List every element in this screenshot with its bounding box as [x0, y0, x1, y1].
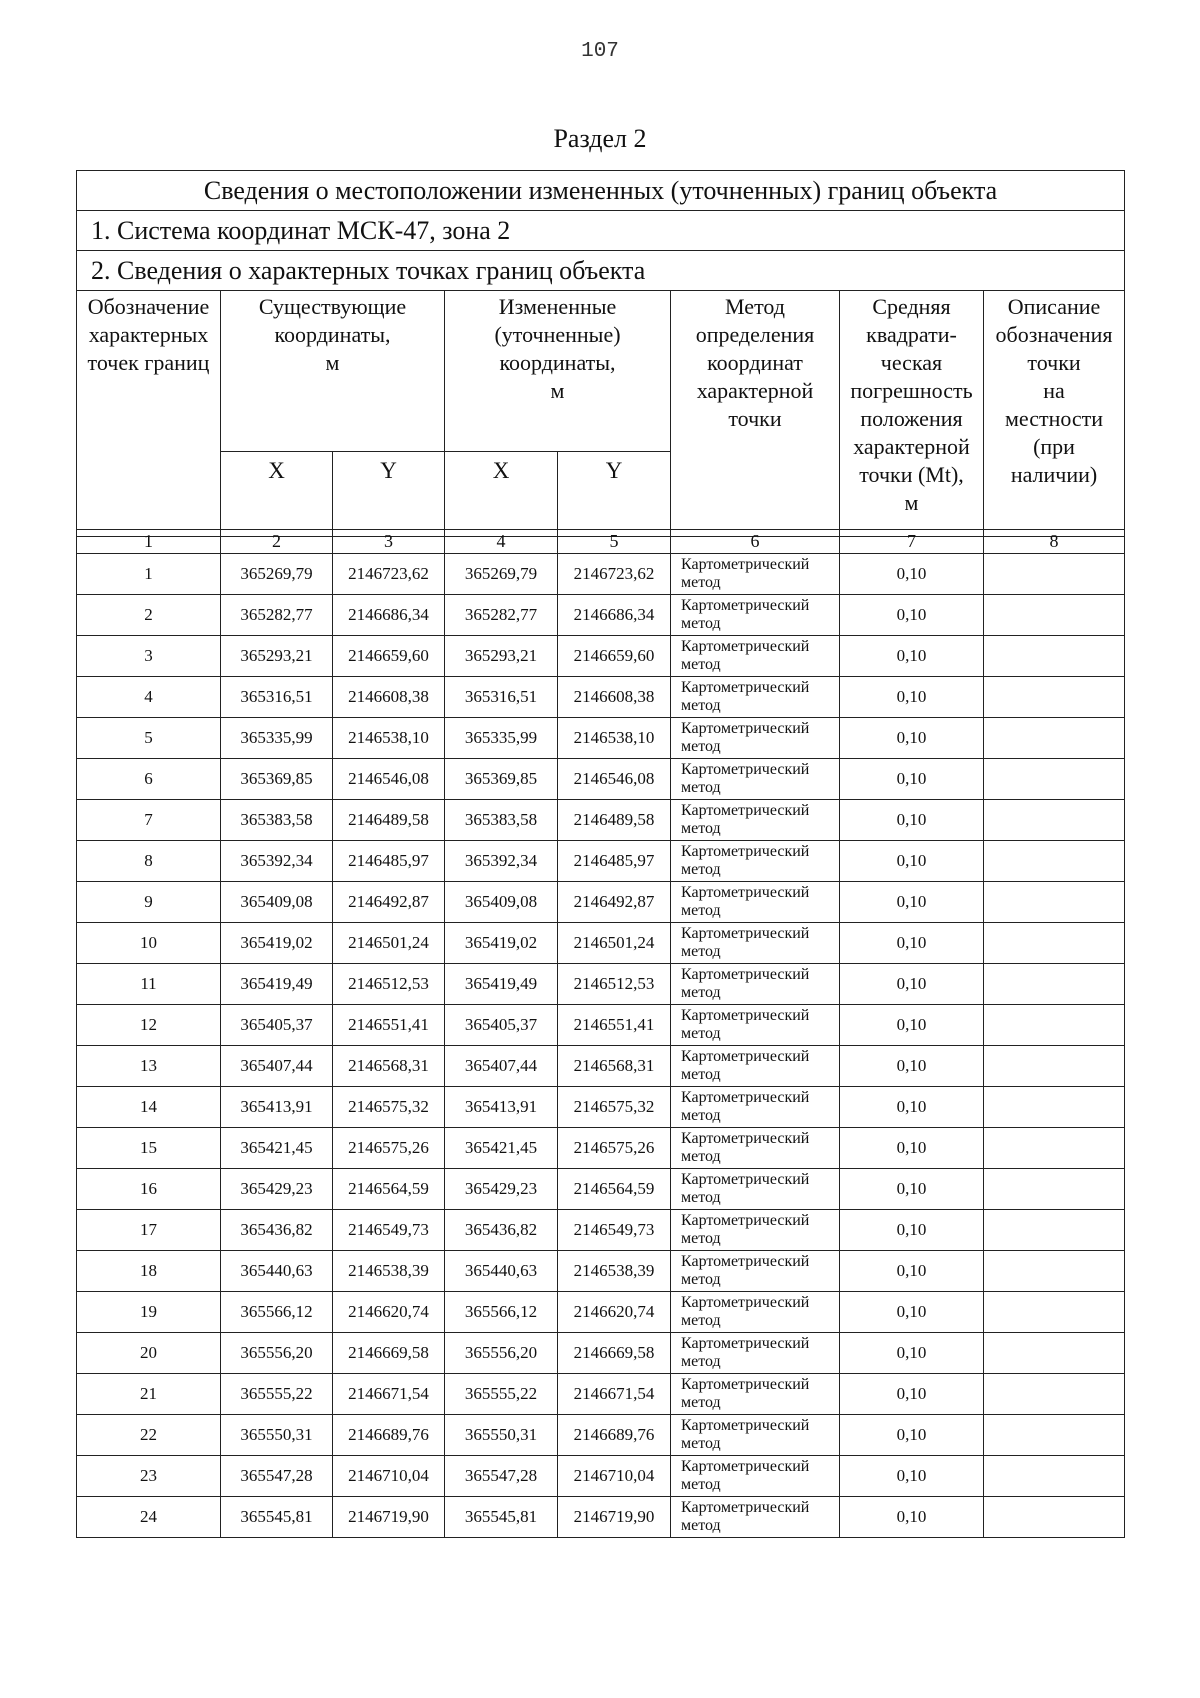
existing-y-cell: 2146669,58 — [333, 1333, 445, 1374]
method-cell: Картометрический метод — [671, 882, 840, 923]
changed-x-cell: 365335,99 — [445, 718, 558, 759]
header-line: характерной — [853, 434, 970, 459]
point-number-cell: 23 — [77, 1456, 221, 1497]
changed-y-cell: 2146512,53 — [558, 964, 671, 1005]
changed-y-cell: 2146723,62 — [558, 554, 671, 595]
point-number-cell: 8 — [77, 841, 221, 882]
existing-x-cell: 365419,49 — [221, 964, 333, 1005]
col-existing-coords — [221, 291, 445, 452]
point-number-cell: 1 — [77, 554, 221, 595]
table-row — [77, 1046, 1125, 1087]
changed-x-cell: 365269,79 — [445, 554, 558, 595]
changed-y-cell: 2146671,54 — [558, 1374, 671, 1415]
point-number-cell: 16 — [77, 1169, 221, 1210]
method-cell: Картометрический метод — [671, 554, 840, 595]
accuracy-cell: 0,10 — [840, 1292, 984, 1333]
existing-y-cell: 2146568,31 — [333, 1046, 445, 1087]
accuracy-cell: 0,10 — [840, 841, 984, 882]
point-number-cell: 14 — [77, 1087, 221, 1128]
accuracy-cell: 0,10 — [840, 1210, 984, 1251]
method-cell: Картометрический метод — [671, 1169, 840, 1210]
description-cell — [984, 636, 1125, 677]
table-row — [77, 800, 1125, 841]
column-number: 2 — [221, 530, 333, 554]
col-description — [984, 291, 1125, 537]
changed-y-cell: 2146549,73 — [558, 1210, 671, 1251]
description-cell — [984, 882, 1125, 923]
changed-x-cell: 365369,85 — [445, 759, 558, 800]
header-line: координат — [707, 350, 803, 375]
changed-y-cell: 2146689,76 — [558, 1415, 671, 1456]
existing-x-cell: 365316,51 — [221, 677, 333, 718]
description-cell — [984, 677, 1125, 718]
existing-x-cell: 365405,37 — [221, 1005, 333, 1046]
description-cell — [984, 1292, 1125, 1333]
point-number-cell: 15 — [77, 1128, 221, 1169]
point-number-cell: 3 — [77, 636, 221, 677]
col-existing-y: Y — [333, 452, 445, 537]
existing-y-cell: 2146564,59 — [333, 1169, 445, 1210]
changed-y-cell: 2146568,31 — [558, 1046, 671, 1087]
existing-y-cell: 2146620,74 — [333, 1292, 445, 1333]
table-row — [77, 759, 1125, 800]
header-line: ческая — [880, 350, 943, 375]
existing-x-cell: 365282,77 — [221, 595, 333, 636]
accuracy-cell: 0,10 — [840, 1128, 984, 1169]
existing-x-cell: 365436,82 — [221, 1210, 333, 1251]
existing-y-cell: 2146485,97 — [333, 841, 445, 882]
accuracy-cell: 0,10 — [840, 595, 984, 636]
description-cell — [984, 1497, 1125, 1538]
description-cell — [984, 1087, 1125, 1128]
changed-y-cell: 2146489,58 — [558, 800, 671, 841]
changed-x-cell: 365421,45 — [445, 1128, 558, 1169]
point-number-cell: 10 — [77, 923, 221, 964]
existing-y-cell: 2146689,76 — [333, 1415, 445, 1456]
existing-y-cell: 2146489,58 — [333, 800, 445, 841]
existing-x-cell: 365407,44 — [221, 1046, 333, 1087]
changed-y-cell: 2146575,26 — [558, 1128, 671, 1169]
table-row — [77, 718, 1125, 759]
changed-x-cell: 365413,91 — [445, 1087, 558, 1128]
header-line: Обозначение — [87, 294, 210, 319]
description-cell — [984, 1169, 1125, 1210]
table-row — [77, 923, 1125, 964]
method-cell: Картометрический метод — [671, 759, 840, 800]
method-cell: Картометрический метод — [671, 841, 840, 882]
point-number-cell: 12 — [77, 1005, 221, 1046]
column-number: 1 — [77, 530, 221, 554]
section-title: Раздел 2 — [553, 124, 647, 153]
points-table — [76, 529, 1125, 1538]
existing-x-cell: 365413,91 — [221, 1087, 333, 1128]
changed-x-cell: 365440,63 — [445, 1251, 558, 1292]
method-cell: Картометрический метод — [671, 1251, 840, 1292]
point-number-cell: 11 — [77, 964, 221, 1005]
column-number: 4 — [445, 530, 558, 554]
existing-y-cell: 2146538,10 — [333, 718, 445, 759]
accuracy-cell: 0,10 — [840, 964, 984, 1005]
description-cell — [984, 800, 1125, 841]
changed-y-cell: 2146686,34 — [558, 595, 671, 636]
table-row — [77, 1415, 1125, 1456]
header-line: погрешность — [850, 378, 973, 403]
method-cell: Картометрический метод — [671, 677, 840, 718]
changed-x-cell: 365293,21 — [445, 636, 558, 677]
header-line: м — [904, 490, 919, 515]
header-line: характерной — [696, 378, 814, 403]
existing-y-cell: 2146723,62 — [333, 554, 445, 595]
existing-x-cell: 365421,45 — [221, 1128, 333, 1169]
description-cell — [984, 923, 1125, 964]
existing-y-cell: 2146549,73 — [333, 1210, 445, 1251]
table-row — [77, 1497, 1125, 1538]
changed-x-cell: 365419,02 — [445, 923, 558, 964]
table-row — [77, 1210, 1125, 1251]
table-row — [77, 554, 1125, 595]
existing-x-cell: 365419,02 — [221, 923, 333, 964]
accuracy-cell: 0,10 — [840, 882, 984, 923]
changed-y-cell: 2146538,39 — [558, 1251, 671, 1292]
existing-x-cell: 365566,12 — [221, 1292, 333, 1333]
header-line: наличии) — [1010, 462, 1098, 487]
changed-y-cell: 2146501,24 — [558, 923, 671, 964]
accuracy-cell: 0,10 — [840, 1251, 984, 1292]
changed-x-cell: 365547,28 — [445, 1456, 558, 1497]
existing-y-cell: 2146501,24 — [333, 923, 445, 964]
header-line: (уточненные) — [494, 322, 621, 347]
changed-y-cell: 2146492,87 — [558, 882, 671, 923]
changed-y-cell: 2146485,97 — [558, 841, 671, 882]
header-line: Средняя — [872, 294, 951, 319]
changed-x-cell: 365407,44 — [445, 1046, 558, 1087]
header-table — [76, 170, 1125, 537]
table-row — [77, 964, 1125, 1005]
header-line: (при — [1033, 434, 1075, 459]
changed-x-cell: 365436,82 — [445, 1210, 558, 1251]
col-accuracy — [840, 291, 984, 537]
point-number-cell: 21 — [77, 1374, 221, 1415]
existing-x-cell: 365293,21 — [221, 636, 333, 677]
point-number-cell: 19 — [77, 1292, 221, 1333]
accuracy-cell: 0,10 — [840, 923, 984, 964]
method-cell: Картометрический метод — [671, 1497, 840, 1538]
header-line: точек границ — [87, 350, 210, 375]
table-row — [77, 1333, 1125, 1374]
description-cell — [984, 1456, 1125, 1497]
description-cell — [984, 1128, 1125, 1169]
accuracy-cell: 0,10 — [840, 1005, 984, 1046]
method-cell: Картометрический метод — [671, 923, 840, 964]
changed-x-cell: 365282,77 — [445, 595, 558, 636]
point-number-cell: 4 — [77, 677, 221, 718]
header-line: Существующие — [258, 294, 407, 319]
method-cell: Картометрический метод — [671, 1456, 840, 1497]
table-title: Сведения о местоположении измененных (уточненных) границ объекта — [77, 171, 1125, 211]
header-line: координаты, — [274, 322, 391, 347]
header-line: на — [1043, 378, 1065, 403]
accuracy-cell: 0,10 — [840, 1087, 984, 1128]
table-row — [77, 882, 1125, 923]
description-cell — [984, 1374, 1125, 1415]
existing-x-cell: 365556,20 — [221, 1333, 333, 1374]
changed-y-cell: 2146546,08 — [558, 759, 671, 800]
existing-y-cell: 2146575,26 — [333, 1128, 445, 1169]
existing-y-cell: 2146659,60 — [333, 636, 445, 677]
accuracy-cell: 0,10 — [840, 1456, 984, 1497]
table-row — [77, 1456, 1125, 1497]
point-number-cell: 20 — [77, 1333, 221, 1374]
changed-x-cell: 365419,49 — [445, 964, 558, 1005]
accuracy-cell: 0,10 — [840, 800, 984, 841]
accuracy-cell: 0,10 — [840, 1333, 984, 1374]
method-cell: Картометрический метод — [671, 1005, 840, 1046]
point-number-cell: 18 — [77, 1251, 221, 1292]
existing-x-cell: 365335,99 — [221, 718, 333, 759]
col-designation — [77, 291, 221, 537]
changed-y-cell: 2146564,59 — [558, 1169, 671, 1210]
header-line: определения — [695, 322, 815, 347]
existing-y-cell: 2146492,87 — [333, 882, 445, 923]
changed-y-cell: 2146608,38 — [558, 677, 671, 718]
points-heading: 2. Сведения о характерных точках границ объекта — [77, 251, 1125, 291]
col-method — [671, 291, 840, 537]
changed-x-cell: 365429,23 — [445, 1169, 558, 1210]
page-number: 107 — [581, 40, 619, 63]
description-cell — [984, 595, 1125, 636]
column-number: 5 — [558, 530, 671, 554]
column-number: 6 — [671, 530, 840, 554]
column-number-row — [77, 530, 1125, 554]
existing-y-cell: 2146671,54 — [333, 1374, 445, 1415]
header-line: Метод — [725, 294, 785, 319]
method-cell: Картометрический метод — [671, 1087, 840, 1128]
accuracy-cell: 0,10 — [840, 1374, 984, 1415]
header-line: точки — [728, 406, 782, 431]
existing-x-cell: 365550,31 — [221, 1415, 333, 1456]
table-row — [77, 1087, 1125, 1128]
existing-x-cell: 365269,79 — [221, 554, 333, 595]
table-row — [77, 1374, 1125, 1415]
description-cell — [984, 554, 1125, 595]
accuracy-cell: 0,10 — [840, 1046, 984, 1087]
method-cell: Картометрический метод — [671, 1292, 840, 1333]
header-line: м — [550, 378, 565, 403]
point-number-cell: 22 — [77, 1415, 221, 1456]
table-row — [77, 636, 1125, 677]
existing-x-cell: 365555,22 — [221, 1374, 333, 1415]
existing-y-cell: 2146538,39 — [333, 1251, 445, 1292]
description-cell — [984, 1251, 1125, 1292]
table-row — [77, 1292, 1125, 1333]
method-cell: Картометрический метод — [671, 1415, 840, 1456]
coordinate-system: 1. Система координат МСК-47, зона 2 — [77, 211, 1125, 251]
point-number-cell: 2 — [77, 595, 221, 636]
method-cell: Картометрический метод — [671, 964, 840, 1005]
changed-x-cell: 365566,12 — [445, 1292, 558, 1333]
method-cell: Картометрический метод — [671, 1210, 840, 1251]
existing-y-cell: 2146719,90 — [333, 1497, 445, 1538]
changed-y-cell: 2146551,41 — [558, 1005, 671, 1046]
existing-x-cell: 365547,28 — [221, 1456, 333, 1497]
accuracy-cell: 0,10 — [840, 718, 984, 759]
table-row — [77, 1251, 1125, 1292]
accuracy-cell: 0,10 — [840, 1415, 984, 1456]
header-line: обозначения — [995, 322, 1113, 347]
existing-x-cell: 365392,34 — [221, 841, 333, 882]
changed-x-cell: 365392,34 — [445, 841, 558, 882]
col-changed-y: Y — [558, 452, 671, 537]
accuracy-cell: 0,10 — [840, 1169, 984, 1210]
method-cell: Картометрический метод — [671, 718, 840, 759]
description-cell — [984, 841, 1125, 882]
changed-x-cell: 365556,20 — [445, 1333, 558, 1374]
header-line: положения — [860, 406, 963, 431]
table-row — [77, 1005, 1125, 1046]
accuracy-cell: 0,10 — [840, 677, 984, 718]
point-number-cell: 5 — [77, 718, 221, 759]
existing-y-cell: 2146710,04 — [333, 1456, 445, 1497]
table-row — [77, 1128, 1125, 1169]
changed-x-cell: 365383,58 — [445, 800, 558, 841]
table-row — [77, 677, 1125, 718]
method-cell: Картометрический метод — [671, 636, 840, 677]
existing-y-cell: 2146608,38 — [333, 677, 445, 718]
table-row — [77, 595, 1125, 636]
method-cell: Картометрический метод — [671, 800, 840, 841]
existing-x-cell: 365383,58 — [221, 800, 333, 841]
changed-y-cell: 2146710,04 — [558, 1456, 671, 1497]
description-cell — [984, 1005, 1125, 1046]
accuracy-cell: 0,10 — [840, 1497, 984, 1538]
changed-y-cell: 2146719,90 — [558, 1497, 671, 1538]
point-number-cell: 24 — [77, 1497, 221, 1538]
existing-x-cell: 365429,23 — [221, 1169, 333, 1210]
header-line: Измененные — [498, 294, 617, 319]
changed-x-cell: 365545,81 — [445, 1497, 558, 1538]
changed-y-cell: 2146538,10 — [558, 718, 671, 759]
header-line: координаты, — [499, 350, 616, 375]
changed-x-cell: 365316,51 — [445, 677, 558, 718]
method-cell: Картометрический метод — [671, 1374, 840, 1415]
changed-y-cell: 2146575,32 — [558, 1087, 671, 1128]
point-number-cell: 17 — [77, 1210, 221, 1251]
header-line: Описание — [1007, 294, 1101, 319]
description-cell — [984, 1333, 1125, 1374]
header-line: точки — [1027, 350, 1081, 375]
table-row — [77, 841, 1125, 882]
description-cell — [984, 964, 1125, 1005]
table-row — [77, 1169, 1125, 1210]
method-cell: Картометрический метод — [671, 595, 840, 636]
description-cell — [984, 1210, 1125, 1251]
changed-y-cell: 2146659,60 — [558, 636, 671, 677]
changed-x-cell: 365550,31 — [445, 1415, 558, 1456]
existing-x-cell: 365409,08 — [221, 882, 333, 923]
changed-y-cell: 2146669,58 — [558, 1333, 671, 1374]
changed-x-cell: 365409,08 — [445, 882, 558, 923]
existing-x-cell: 365440,63 — [221, 1251, 333, 1292]
col-changed-x: X — [445, 452, 558, 537]
col-changed-coords — [445, 291, 671, 452]
method-cell: Картометрический метод — [671, 1333, 840, 1374]
accuracy-cell: 0,10 — [840, 554, 984, 595]
point-number-cell: 7 — [77, 800, 221, 841]
accuracy-cell: 0,10 — [840, 636, 984, 677]
description-cell — [984, 718, 1125, 759]
header-line: точки (Mt), — [859, 462, 964, 487]
existing-y-cell: 2146551,41 — [333, 1005, 445, 1046]
changed-x-cell: 365405,37 — [445, 1005, 558, 1046]
point-number-cell: 9 — [77, 882, 221, 923]
existing-y-cell: 2146686,34 — [333, 595, 445, 636]
existing-y-cell: 2146512,53 — [333, 964, 445, 1005]
point-number-cell: 13 — [77, 1046, 221, 1087]
col-existing-x: X — [221, 452, 333, 537]
description-cell — [984, 1415, 1125, 1456]
column-number: 8 — [984, 530, 1125, 554]
header-line: квадрати- — [866, 322, 957, 347]
existing-x-cell: 365369,85 — [221, 759, 333, 800]
description-cell — [984, 759, 1125, 800]
header-line: м — [325, 350, 340, 375]
header-line: характерных — [88, 322, 209, 347]
accuracy-cell: 0,10 — [840, 759, 984, 800]
changed-y-cell: 2146620,74 — [558, 1292, 671, 1333]
method-cell: Картометрический метод — [671, 1046, 840, 1087]
existing-x-cell: 365545,81 — [221, 1497, 333, 1538]
column-number: 3 — [333, 530, 445, 554]
point-number-cell: 6 — [77, 759, 221, 800]
existing-y-cell: 2146546,08 — [333, 759, 445, 800]
header-line: местности — [1004, 406, 1104, 431]
method-cell: Картометрический метод — [671, 1128, 840, 1169]
description-cell — [984, 1046, 1125, 1087]
changed-x-cell: 365555,22 — [445, 1374, 558, 1415]
column-number: 7 — [840, 530, 984, 554]
existing-y-cell: 2146575,32 — [333, 1087, 445, 1128]
